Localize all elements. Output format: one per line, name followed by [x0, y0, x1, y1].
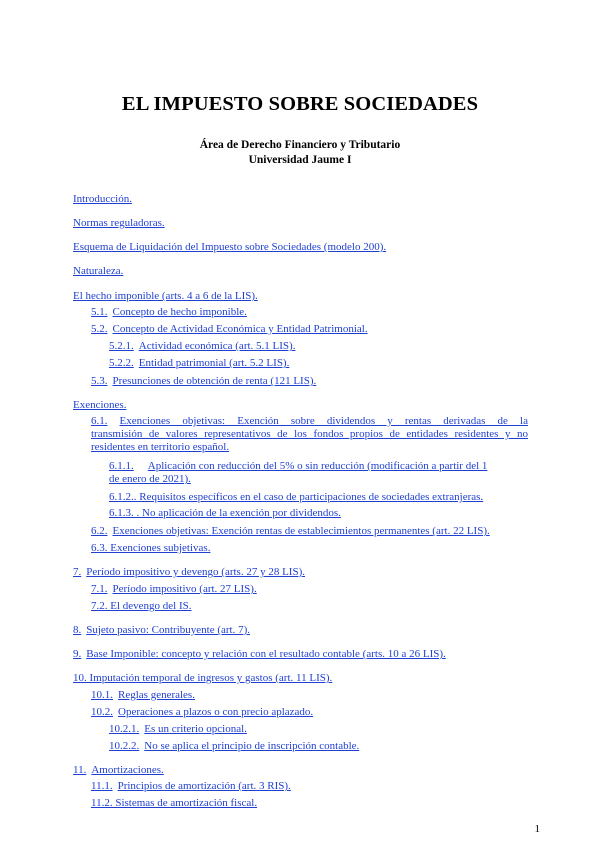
toc-item-7-1[interactable]: [91, 583, 257, 596]
toc-link[interactable]: Presunciones de obtención de renta (121 LIS).: [112, 375, 317, 387]
toc-item-10-2[interactable]: [91, 706, 313, 719]
toc-link[interactable]: Naturaleza.: [73, 265, 124, 277]
toc-item-6-1-3[interactable]: [109, 507, 341, 520]
toc-link[interactable]: El hecho imponible (arts. 4 a 6 de la LIS).: [73, 290, 258, 302]
toc-item-7[interactable]: [73, 566, 305, 579]
toc-6-1-1-line-1[interactable]: [109, 460, 521, 473]
toc-number[interactable]: 6.2.: [91, 525, 108, 537]
toc-item-11-1[interactable]: [91, 780, 291, 793]
toc-number[interactable]: 6.1.: [91, 415, 108, 427]
toc-item-11[interactable]: [73, 764, 164, 777]
toc-item-10-2-1[interactable]: [109, 723, 247, 736]
toc-number[interactable]: 5.3.: [91, 375, 108, 387]
toc-number[interactable]: 11.: [73, 764, 87, 776]
toc-link[interactable]: No se aplica el principio de inscripción contable.: [144, 740, 360, 752]
toc-item-6-1[interactable]: [91, 415, 528, 454]
toc-number[interactable]: 11.1.: [91, 780, 113, 792]
toc-item-5-3[interactable]: [91, 375, 316, 388]
toc-number[interactable]: 7.1.: [91, 583, 108, 595]
toc-link[interactable]: 6.1.3. . No aplicación de la exención por dividendos.: [109, 507, 341, 519]
toc-link[interactable]: Exenciones objetivas: Exención rentas de establecimientos permanentes (art. 22 LIS).: [112, 525, 490, 537]
toc-6-1-line-3[interactable]: [91, 441, 528, 454]
toc-link[interactable]: residentes en territorio español.: [91, 441, 230, 453]
toc-link[interactable]: Es un criterio opcional.: [144, 723, 247, 735]
toc-item-intro[interactable]: [73, 193, 132, 206]
toc-number[interactable]: 7.: [73, 566, 82, 578]
toc-number[interactable]: 10.2.2.: [109, 740, 140, 752]
toc-item-esquema[interactable]: [73, 241, 386, 254]
toc-item-5-2[interactable]: [91, 323, 368, 336]
toc-link[interactable]: transmisión de valores representativos de los fondos propios de entidades residentes y no: [91, 428, 528, 440]
toc-link[interactable]: Introducción.: [73, 193, 132, 205]
toc-link[interactable]: Esquema de Liquidación del Impuesto sobre Sociedades (modelo 200).: [73, 241, 387, 253]
toc-link[interactable]: Normas reguladoras.: [73, 217, 165, 229]
toc-item-naturaleza[interactable]: [73, 265, 123, 278]
toc-item-5-1[interactable]: [91, 306, 247, 319]
toc-number[interactable]: 10.2.: [91, 706, 113, 718]
toc-link[interactable]: Entidad patrimonial (art. 5.2 LIS).: [138, 357, 290, 369]
toc-link[interactable]: Reglas generales.: [118, 689, 195, 701]
toc-link[interactable]: Concepto de hecho imponible.: [112, 306, 247, 318]
toc-item-8[interactable]: [73, 624, 250, 637]
document-subtitle-university: Universidad Jaume I: [248, 154, 352, 166]
toc-6-1-line-2[interactable]: [91, 428, 528, 441]
toc-link[interactable]: Aplicación con reducción del 5% o sin reducción (modificación a partir del 1: [147, 460, 488, 472]
toc-link[interactable]: Base Imponible: concepto y relación con el resultado contable (arts. 10 a 26 LIS).: [86, 648, 446, 660]
document-subtitle-area: Área de Derecho Financiero y Tributario: [199, 139, 401, 151]
toc-link[interactable]: Período impositivo (art. 27 LIS).: [112, 583, 257, 595]
toc-item-exenciones[interactable]: [73, 399, 126, 412]
toc-item-6-2[interactable]: [91, 525, 490, 538]
toc-6-1-1-line-2[interactable]: [109, 473, 521, 486]
toc-item-6-3[interactable]: [91, 542, 210, 555]
toc-number[interactable]: 10.2.1.: [109, 723, 140, 735]
toc-item-5-2-1[interactable]: [109, 340, 295, 353]
toc-link[interactable]: Exenciones.: [73, 399, 127, 411]
toc-number[interactable]: 5.2.1.: [109, 340, 134, 352]
toc-item-7-2[interactable]: [91, 600, 192, 613]
toc-item-hecho-imponible[interactable]: [73, 290, 258, 303]
toc-number[interactable]: 10.1.: [91, 689, 113, 701]
toc-link[interactable]: Principios de amortización (art. 3 RIS).: [117, 780, 291, 792]
toc-item-10[interactable]: [73, 672, 332, 685]
toc-item-6-1-1[interactable]: [109, 460, 521, 486]
toc-link[interactable]: Exenciones objetivas: Exención sobre dividendos y rentas derivadas de la: [119, 415, 528, 427]
toc-number[interactable]: 5.1.: [91, 306, 108, 318]
toc-number[interactable]: 9.: [73, 648, 82, 660]
toc-6-1-line-1[interactable]: [91, 415, 528, 428]
toc-link[interactable]: 10. Imputación temporal de ingresos y gastos (art. 11 LIS).: [73, 672, 333, 684]
toc-link[interactable]: Actividad económica (art. 5.1 LIS).: [138, 340, 296, 352]
toc-link[interactable]: Operaciones a plazos o con precio aplazado.: [118, 706, 314, 718]
toc-number[interactable]: 8.: [73, 624, 82, 636]
toc-link[interactable]: de enero de 2021).: [109, 473, 191, 485]
document-title: EL IMPUESTO SOBRE SOCIEDADES: [121, 93, 479, 115]
toc-link[interactable]: Período impositivo y devengo (arts. 27 y 28 LIS).: [86, 566, 306, 578]
toc-item-10-2-2[interactable]: [109, 740, 359, 753]
page-number: 1: [534, 823, 540, 835]
toc-item-11-2[interactable]: [91, 797, 257, 810]
toc-link[interactable]: Sujeto pasivo: Contribuyente (art. 7).: [86, 624, 250, 636]
toc-item-9[interactable]: [73, 648, 446, 661]
toc-link[interactable]: 6.3. Exenciones subjetivas.: [91, 542, 211, 554]
toc-link[interactable]: 7.2. El devengo del IS.: [91, 600, 192, 612]
toc-item-normas[interactable]: [73, 217, 165, 230]
toc-number[interactable]: 6.1.1.: [109, 460, 134, 472]
toc-number[interactable]: 5.2.: [91, 323, 108, 335]
toc-link[interactable]: 6.1.2.. Requisitos específicos en el caso de participaciones de sociedades extranjeras.: [109, 491, 484, 503]
toc-link[interactable]: Amortizaciones.: [91, 764, 164, 776]
toc-link[interactable]: Concepto de Actividad Económica y Entidad Patrimonial.: [112, 323, 368, 335]
toc-link[interactable]: 11.2. Sistemas de amortización fiscal.: [91, 797, 258, 809]
toc-item-10-1[interactable]: [91, 689, 195, 702]
toc-item-5-2-2[interactable]: [109, 357, 289, 370]
toc-item-6-1-2[interactable]: [109, 491, 483, 504]
toc-number[interactable]: 5.2.2.: [109, 357, 134, 369]
